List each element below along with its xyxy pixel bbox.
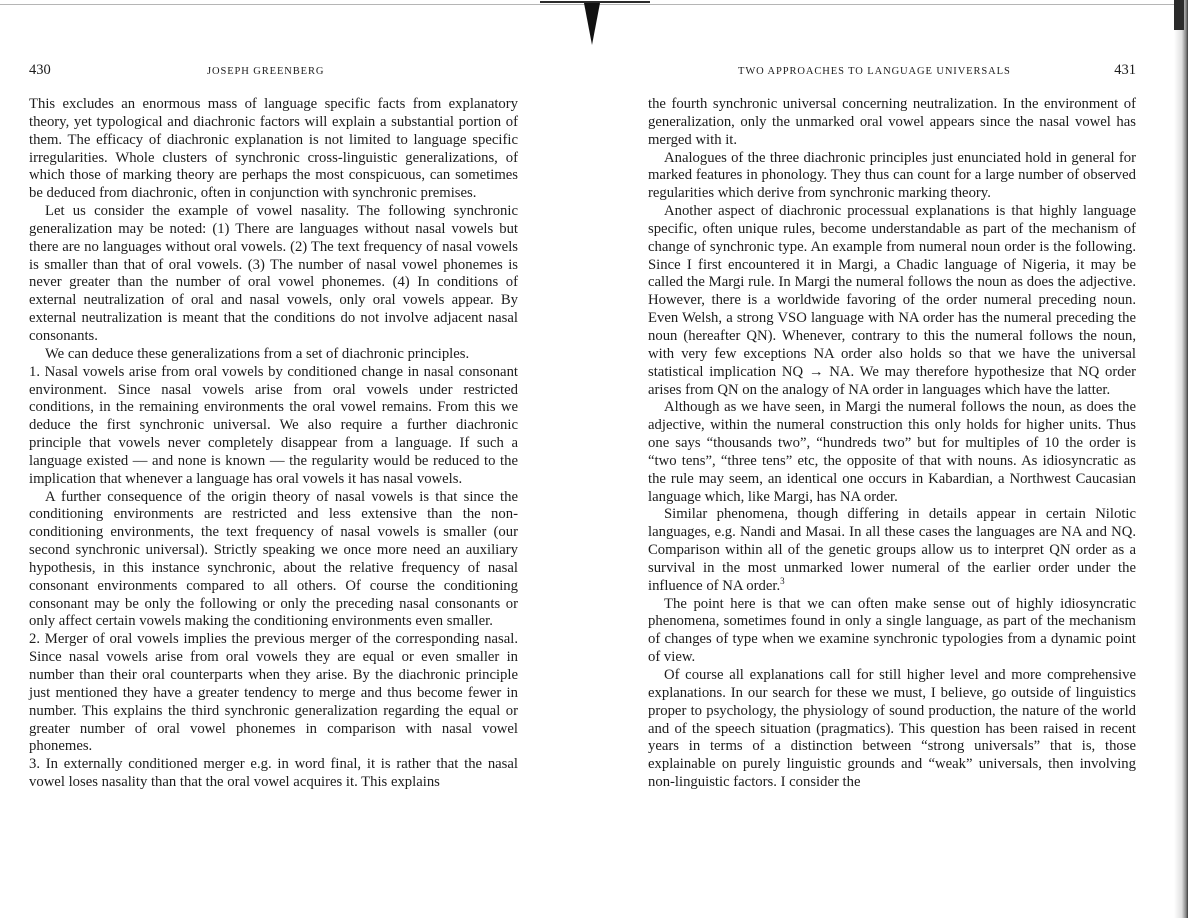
footnote-marker[interactable]: 3 xyxy=(780,575,785,586)
paragraph-text: Similar phenomena, though differing in details appear in certain Nilotic languages, e.g. Nandi and Masai. In all these cases the languages are NA and NQ. Comparison within all of the genetic groups allow us to interpret QN order as a survival in the most unmarked lower numeral of the earlier order under the influence of NA order. xyxy=(648,506,1136,594)
paragraph: Although as we have seen, in Margi the numeral follows the noun, as does the adjective, within the numeral construction this only holds for higher units. Thus one says “thousands two”, “hundreds two” but for multiples of 10 the order is “two tens”, “three tens” etc, the opposite of that with nouns. As idiosyncratic as the rule may seem, an identical one occurs in Kabardian, a Northwest Caucasian language which, like Margi, has NA order. xyxy=(648,399,1136,505)
scan-edge-mark xyxy=(1174,0,1184,30)
right-page-header xyxy=(648,62,1136,82)
running-head: JOSEPH GREENBERG xyxy=(207,66,325,77)
running-head: TWO APPROACHES TO LANGUAGE UNIVERSALS xyxy=(738,66,1011,77)
paragraph: This excludes an enormous mass of language specific facts from explanatory theory, yet typological and diachronic factors will explain a substantial portion of them. The efficacy of diachronic explanation is not limited to language specific irregularities. Whole clusters of synchronic cross-linguistic generalizations, of which those of marking theory are perhaps the most conspicuous, can sometimes be deduced from diachronic, often in conjunction with synchronic premises. xyxy=(29,96,518,202)
left-page xyxy=(29,0,518,918)
paragraph: Let us consider the example of vowel nasality. The following synchronic generalization may be noted: (1) There are languages without nasal vowels but there are no languages without oral vowels. (2) The text frequency of nasal vowels is smaller than that of oral vowels. (3) The number of nasal vowel phonemes is never greater than the number of oral vowel phonemes. (4) In conditions of external neutralization of oral and nasal vowels, only oral vowels appear. By external neutralization is meant that the conditions do not involve adjacent nasal consonants. xyxy=(29,203,518,344)
gutter-shadow xyxy=(540,0,650,45)
left-page-header xyxy=(29,62,518,82)
paragraph: We can deduce these generalizations from a set of diachronic principles. xyxy=(45,345,470,362)
left-page-body xyxy=(29,96,518,792)
right-page-body xyxy=(648,96,1136,792)
paragraph: the fourth synchronic universal concerning neutralization. In the environment of generalization, only the unmarked oral vowel appears since the nasal vowel has merged with it. xyxy=(648,96,1136,148)
paragraph xyxy=(648,506,1136,595)
paragraph: Another aspect of diachronic processual explanations is that highly language specific, often unique rules, become understandable as part of the mechanism of change of synchronic type. An example from numeral noun order is the following. Since I first encountered it in Margi, a Chadic language of Nigeria, it may be called the Margi rule. In Margi the numeral follows the noun as does the adjective. However, there is a worldwide favoring of the order numeral preceding noun. Even Welsh, a strong VSO language with NA order has the numeral preceding the noun (hereafter QN). Whenever, contrary to this the numeral follows the noun, with very few exceptions NA order also holds so that we have the universal statistical implication NQ → NA. We may therefore hypothesize that NQ order arises from QN on the analogy of NA order in languages which have the latter. xyxy=(648,203,1136,398)
right-page xyxy=(648,0,1136,918)
paragraph: Of course all explanations call for still higher level and more comprehensive explanations. In our search for these we must, I believe, go outside of linguistics proper to psychology, the physiology of sound production, the nature of the world and of the speech situation (pragmatics). This question has been raised in recent years in terms of a distinction between “strong universals” that is, those explainable on purely linguistic grounds and “weak” universals, then involving non-linguistic factors. I consider the xyxy=(648,667,1136,791)
page-number: 431 xyxy=(1114,62,1136,78)
paragraph: The point here is that we can often make sense out of highly idiosyncratic phenomena, sometimes found in only a single language, as part of the mechanism of changes of type when we examine synchronic typologies from a dynamic point of view. xyxy=(648,595,1136,666)
paragraph: A further consequence of the origin theory of nasal vowels is that since the conditioning environments are restricted and less extensive than the nonconditioning environments, the text frequency of nasal vowels is smaller (our second synchronic universal). Strictly speaking we once more need an auxiliary hypothesis, in this instance synchronic, about the relative frequency of nasal consonant environments compared to all others. Of course the conditioning consonant may be only the following or only the preceding nasal consonants or only affect certain vowels making the conditioning environments even smaller. xyxy=(29,488,518,630)
scan-page-edge xyxy=(1174,0,1188,918)
paragraph: 3. In externally conditioned merger e.g. in word final, it is rather that the nasal vowel loses nasality than that the oral vowel acquires it. This explains xyxy=(29,756,518,791)
paragraph: 2. Merger of oral vowels implies the previous merger of the corresponding nasal. Since nasal vowels arise from oral vowels they are equal or even smaller in number than their oral counterparts when they arise. By the diachronic principle just mentioned they have a greater tendency to merge and thus become fewer in number. This explains the third synchronic generalization regarding the equal or greater number of oral vowel phonemes in comparison with nasal vowel phonemes. xyxy=(29,631,518,755)
paragraph: Analogues of the three diachronic principles just enunciated hold in general for marked features in phonology. They thus can count for a large number of observed regularities which derive from synchronic marking theory. xyxy=(648,149,1136,202)
page-number: 430 xyxy=(29,62,51,78)
paragraph: 1. Nasal vowels arise from oral vowels by conditioned change in nasal consonant environment. Since nasal vowels arise from oral vowels under restricted conditions, in the remaining environments the oral vowel remains. From this we deduce the first synchronic universal. We also require a further diachronic principle that vowels never completely disappear from a language. If such a language existed — and none is known — the regularity would be reduced to the implication that whenever a language has oral vowels it has nasal vowels. xyxy=(29,363,518,487)
